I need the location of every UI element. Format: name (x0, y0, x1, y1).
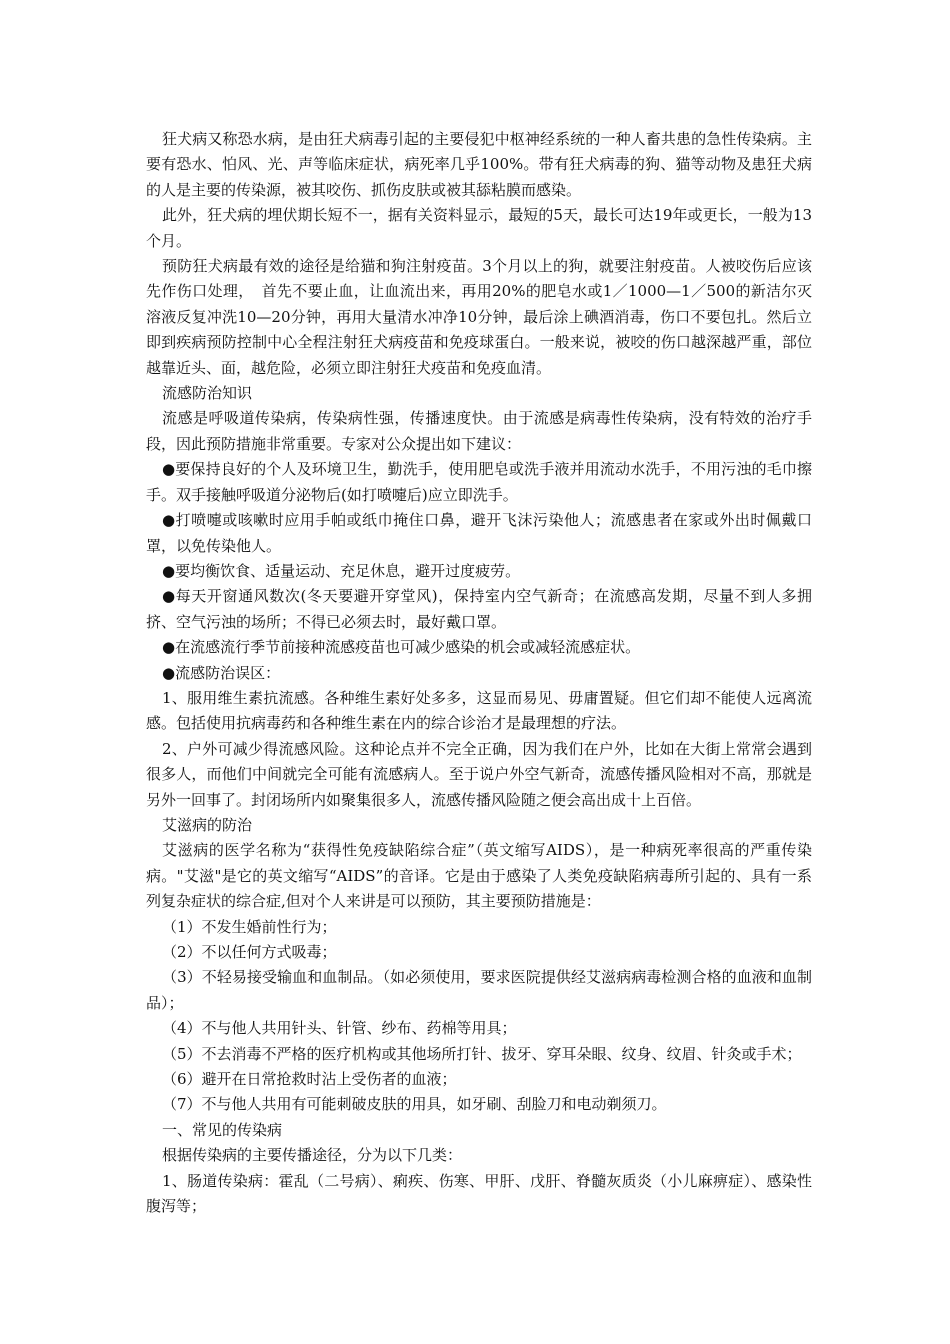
heading-flu-prevention: 流感防治知识 (162, 384, 253, 403)
paragraph-intestinal: 1、肠道传染病：霍乱（二号病）、痢疾、伤寒、甲肝、戊肝、脊髓灰质炎（小儿麻痹症）、感染性腹泻等； (146, 1171, 812, 1216)
heading-common-diseases: 一、常见的传染病 (162, 1120, 283, 1139)
aids-measure-5: （5）不去消毒不严格的医疗机构或其他场所打针、拔牙、穿耳朵眼、纹身、纹眉、针灸或手术； (162, 1044, 802, 1063)
misconception-outdoors: 2、户外可减少得流感风险。这种论点并不完全正确，因为我们在户外，比如在大街上常常会遇到很多人，而他们中间就完全可能有流感病人。至于说户外空气新奇，流感传播风险相对不高，那就是另外一回事了。封闭场所内如聚集很多人，流感传播风险随之便会高出成十上百倍。 (146, 739, 812, 809)
aids-measure-1: （1）不发生婚前性行为； (162, 917, 337, 936)
paragraph-rabies-incubation: 此外，狂犬病的埋伏期长短不一，据有关资料显示，最短的5天，最长可达19年或更长，一般为13个月。 (146, 206, 812, 250)
heading-aids: 艾滋病的防治 (162, 815, 253, 834)
paragraph-flu-intro: 流感是呼吸道传染病，传染病性强，传播速度快。由于流感是病毒性传染病，没有特效的治疗手段，因此预防措施非常重要。专家对公众提出如下建议： (146, 409, 812, 453)
misconception-vitamins: 1、服用维生素抗流感。各种维生素好处多多，这显而易见、毋庸置疑。但它们却不能使人远离流感。包括使用抗病毒药和各种维生素在内的综合诊治才是最理想的疗法。 (146, 688, 812, 733)
paragraph-aids-intro: 艾滋病的医学名称为“获得性免疫缺陷综合症”（英文缩写AIDS），是一种病死率很高的严重传染病。"艾滋"是它的英文缩写“AIDS”的音译。它是由于感染了人类免疫缺陷病毒所引起的、具有一系列复杂症状的综合症,但对个人来讲是可以预防，其主要预防措施是： (146, 841, 812, 911)
paragraph-rabies-intro: 狂犬病又称恐水病，是由狂犬病毒引起的主要侵犯中枢神经系统的一种人畜共患的急性传染病。主要有恐水、怕风、光、声等临床症状，病死率几乎100%。带有狂犬病毒的狗、猫等动物及患狂犬病的人是主要的传染源，被其咬伤、抓伤皮肤或被其舔粘膜而感染。 (146, 130, 812, 199)
aids-measure-3: （3）不轻易接受输血和血制品。（如必须使用，要求医院提供经艾滋病病毒检测合格的血液和血制品）； (146, 968, 812, 1012)
bullet-diet: ●要均衡饮食、适量运动、充足休息，避开过度疲劳。 (162, 561, 521, 580)
aids-measure-7: （7）不与他人共用有可能刺破皮肤的用具，如牙刷、刮脸刀和电动剃须刀。 (162, 1095, 667, 1114)
bullet-ventilation: ●每天开窗通风数次(冬天要避开穿堂风)，保持室内空气新奇；在流感高发期，尽量不到人多拥挤、空气污浊的场所；不得已必须去时，最好戴口罩。 (146, 587, 812, 631)
bullet-hygiene: ●要保持良好的个人及环境卫生，勤洗手，使用肥皂或洗手液并用流动水洗手，不用污浊的毛巾擦手。双手接触呼吸道分泌物后(如打喷嚏后)应立即洗手。 (146, 460, 812, 504)
aids-measure-6: （6）避开在日常抢救时沾上受伤者的血液； (162, 1070, 457, 1089)
paragraph-rabies-prevention: 预防狂犬病最有效的途径是给猫和狗注射疫苗。3个月以上的狗，就要注射疫苗。人被咬伤后应该先作伤口处理， 首先不要止血，让血流出来，再用20%的肥皂水或1／1000—1／500的新洁尔灭溶液反复冲洗10—20分钟，再用大量清水冲净10分钟，最后涂上碘酒消毒，伤口不要包扎。然后立即到疾病预防控制中心全程注射狂犬病疫苗和免疫球蛋白。一般来说，被咬的伤口越深越严重，部位越靠近头、面，越危险，必须立即注射狂犬疫苗和免疫血清。 (146, 257, 812, 377)
bullet-misconceptions: ●流感防治误区： (162, 663, 281, 682)
aids-measure-2: （2）不以任何方式吸毒； (162, 943, 337, 961)
bullet-vaccine: ●在流感流行季节前接种流感疫苗也可减少感染的机会或减轻流感症状。 (162, 638, 641, 657)
bullet-sneeze: ●打喷嚏或咳嗽时应用手帕或纸巾掩住口鼻，避开飞沫污染他人；流感患者在家或外出时佩戴口罩，以免传染他人。 (146, 511, 812, 555)
aids-measure-4: （4）不与他人共用针头、针管、纱布、药棉等用具； (162, 1019, 517, 1038)
paragraph-classification: 根据传染病的主要传播途径，分为以下几类： (162, 1146, 463, 1165)
